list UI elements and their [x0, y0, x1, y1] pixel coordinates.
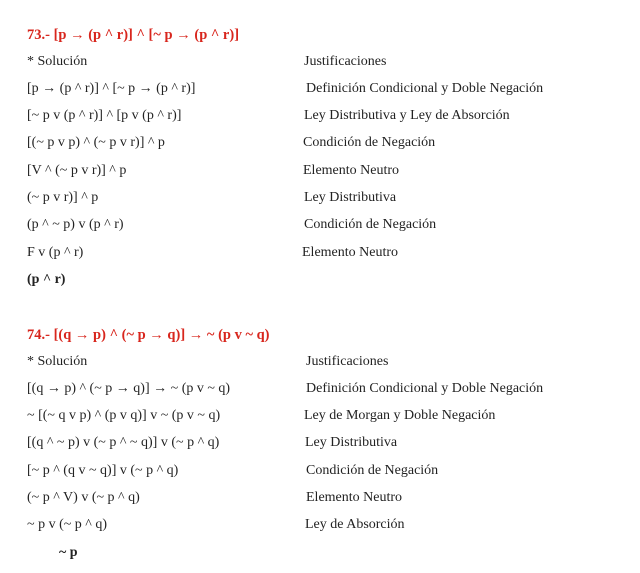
step-expression: [(q ^ ~ p) v (~ p ^ ~ q)] v (~ p ^ q) [27, 435, 220, 450]
step-expression: ~ [(~ q v p) ^ (p v q)] v ~ (p v ~ q) [27, 408, 221, 423]
step-expression: [~ p ^ (q v ~ q)] v (~ p ^ q) [27, 463, 179, 478]
step-expression: [~ p v (p ^ r)] ^ [p v (p ^ r)] [27, 108, 182, 123]
step-justification: Ley de Morgan y Doble Negación [304, 408, 496, 423]
step-expression: [(q → p) ^ (~ p → q)] → ~ (p v ~ q) [27, 381, 231, 396]
step-justification: Elemento Neutro [302, 245, 399, 260]
exercise-74-result: ~ p [59, 545, 78, 560]
step-expression: F v (p ^ r) [27, 245, 84, 260]
exercise-73-title: 73.- [p → (p ^ r)] ^ [~ p → (p ^ r)] [27, 27, 240, 43]
step-justification: Ley Distributiva [304, 190, 397, 205]
exercise-73-solution-label: * Solución [27, 54, 88, 69]
exercise-74-solution-label: * Solución [27, 354, 88, 369]
exercise-74-title: 74.- [(q → p) ^ (~ p → q)] → ~ (p v ~ q) [27, 327, 270, 343]
exercise-73-result: (p ^ r) [27, 272, 66, 287]
step-expression: [(~ p v p) ^ (~ p v r)] ^ p [27, 135, 165, 150]
step-justification: Condición de Negación [303, 135, 436, 150]
step-justification: Condición de Negación [304, 217, 437, 232]
step-justification: Elemento Neutro [303, 163, 400, 178]
step-justification: Definición Condicional y Doble Negación [306, 381, 544, 396]
step-justification: Elemento Neutro [306, 490, 403, 505]
step-expression: ~ p v (~ p ^ q) [27, 517, 108, 532]
step-expression: [V ^ (~ p v r)] ^ p [27, 163, 127, 178]
step-justification: Ley de Absorción [305, 517, 405, 532]
exercise-73-justifications-label: Justificaciones [304, 54, 387, 69]
step-justification: Ley Distributiva y Ley de Absorción [304, 108, 510, 123]
step-expression: [p → (p ^ r)] ^ [~ p → (p ^ r)] [27, 81, 196, 96]
step-justification: Condición de Negación [306, 463, 439, 478]
step-expression: (p ^ ~ p) v (p ^ r) [27, 217, 124, 232]
step-expression: (~ p v r)] ^ p [27, 190, 99, 205]
exercise-74-justifications-label: Justificaciones [306, 354, 389, 369]
step-justification: Definición Condicional y Doble Negación [306, 81, 544, 96]
step-justification: Ley Distributiva [305, 435, 398, 450]
step-expression: (~ p ^ V) v (~ p ^ q) [27, 490, 140, 505]
